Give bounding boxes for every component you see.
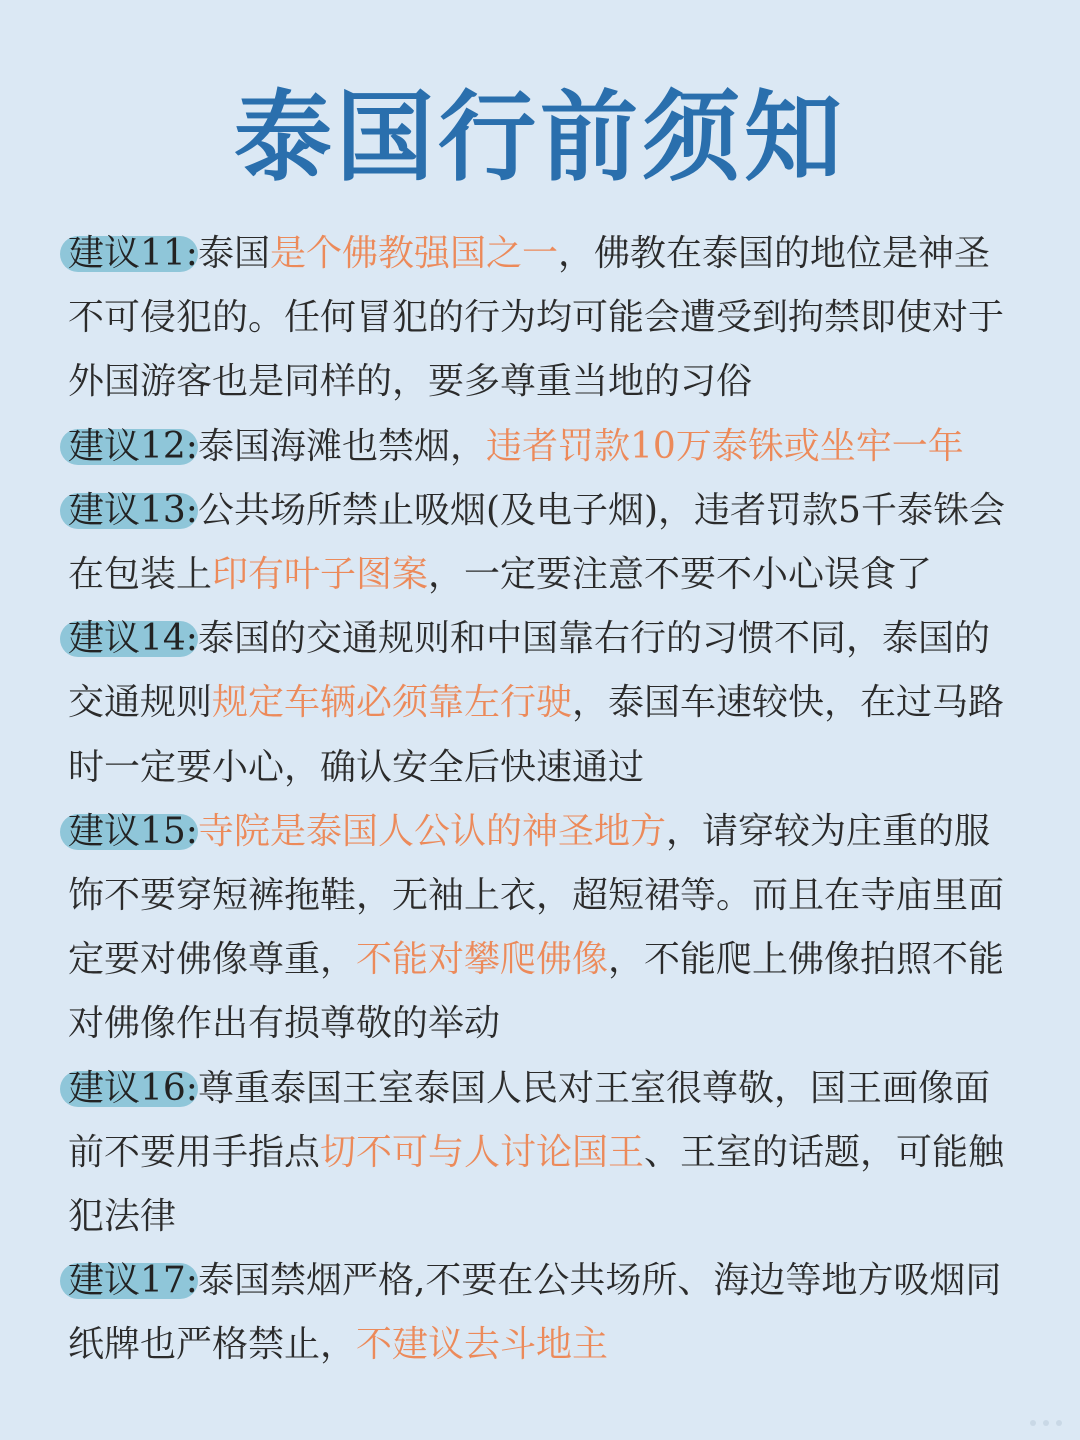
tip-item: [68, 607, 1014, 800]
tip-text: ，一定要注意不要不小心误食了: [428, 554, 933, 596]
tip-tag: 建议13:: [68, 479, 198, 543]
tip-text: ，不能爬上佛像拍照不能对佛像作出有损尊敬的举动: [68, 939, 1005, 1045]
tip-item: [68, 222, 1014, 415]
tip-text: ，泰国车速较快，在过马路时一定要小心，确认安全后快速通过: [68, 682, 1005, 788]
tip-text: 、王室的话题，可能触犯法律: [68, 1131, 1005, 1238]
tips-list: [68, 222, 1014, 1378]
tip-highlight: 印有叶子图案: [212, 554, 429, 596]
tip-tag: 建议12:: [68, 415, 198, 479]
watermark-dots-icon: [1028, 1418, 1064, 1428]
tip-highlight: 切不可与人讨论国王: [320, 1131, 645, 1173]
tip-text: 泰国的交通规则和中国靠右行的习惯不同，泰国的交通规则: [68, 618, 990, 724]
tip-item: [68, 415, 1014, 479]
tip-text: ，佛教在泰国的地位是神圣不可侵犯的。任何冒犯的行为均可能会遭受到拘禁即使对于外国游客也是同样的，要多尊重当地的习俗: [68, 233, 1005, 403]
tip-text: 公共场所禁止吸烟(及电子烟)，违者罚款5千泰铢会在包装上: [68, 489, 1005, 596]
tip-text: ，请穿较为庄重的服饰不要穿短裤拖鞋，无袖上衣，超短裙等。而且在寺庙里面定要对佛像尊重，: [68, 810, 1005, 981]
tip-tag: 建议15:: [68, 800, 198, 864]
tip-text: 泰国禁烟严格,不要在公共场所、海边等地方吸烟同纸牌也严格禁止，: [68, 1260, 1002, 1366]
tip-highlight: 是个佛教强国之一: [269, 233, 558, 274]
tip-text: 泰国海滩也禁烟，: [197, 425, 486, 467]
tip-highlight: 不能对攀爬佛像: [356, 939, 609, 981]
tip-text: 泰国: [197, 233, 270, 274]
tip-highlight: 规定车辆必须靠左行驶: [212, 682, 573, 724]
tip-tag: 建议16:: [68, 1057, 198, 1121]
page-title: 泰国行前须知: [233, 81, 846, 195]
tip-item: [68, 479, 1014, 607]
tip-highlight: 不建议去斗地主: [356, 1324, 609, 1366]
tip-highlight: 寺院是泰国人公认的神圣地方: [197, 810, 666, 852]
tip-highlight: 违者罚款10万泰铢或坐牢一年: [485, 425, 964, 467]
tip-tag: 建议11:: [68, 222, 198, 286]
tip-item: [68, 1057, 1014, 1250]
tip-item: [68, 1249, 1014, 1377]
tip-text: 尊重泰国王室泰国人民对王室很尊敬，国王画像面前不要用手指点: [68, 1067, 990, 1173]
tip-tag: 建议17:: [68, 1249, 198, 1313]
tip-tag: 建议14:: [68, 607, 198, 671]
tip-item: [68, 800, 1014, 1057]
